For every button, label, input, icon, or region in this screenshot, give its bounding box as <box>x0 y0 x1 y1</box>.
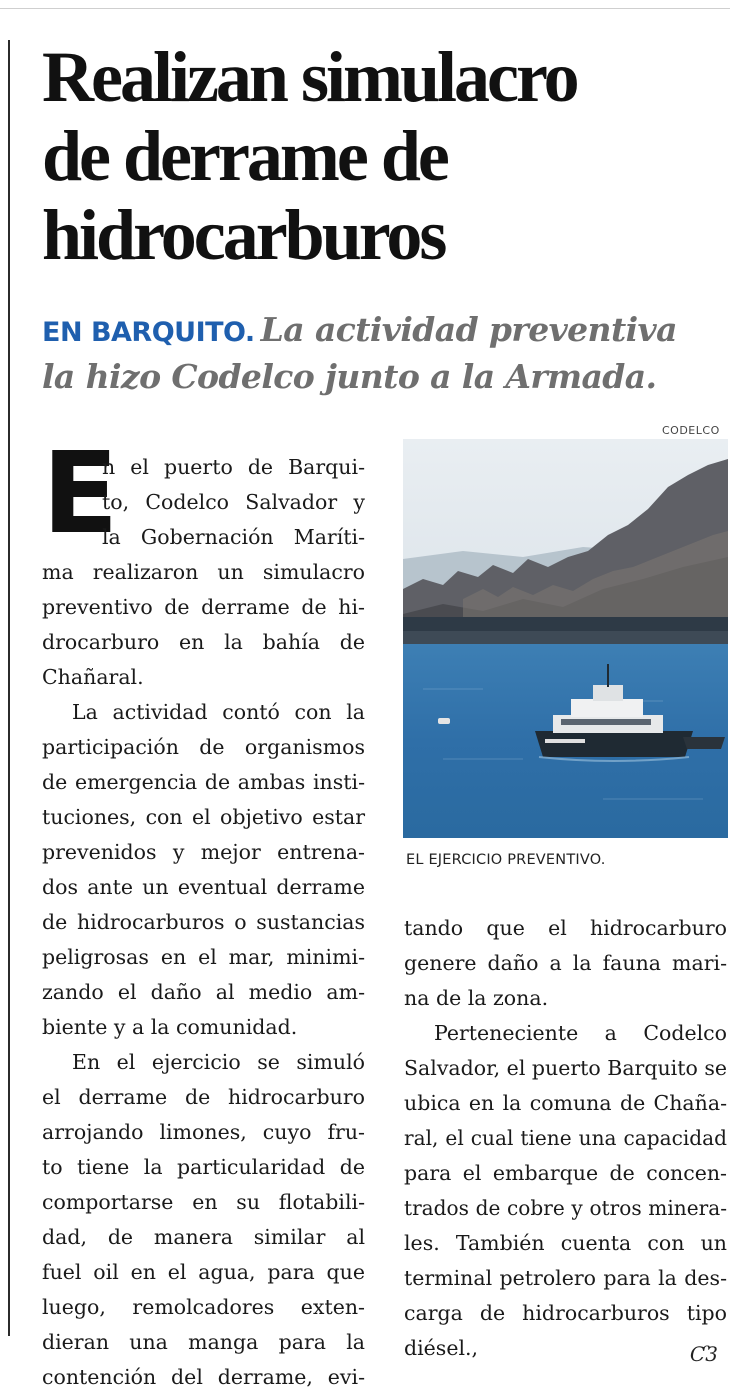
article-photo <box>403 439 728 838</box>
subhead-text: La actividad preventiva <box>260 310 677 349</box>
text-line: tuciones, con el objetivo estar <box>42 805 365 829</box>
headline-line: Realizan simulacro <box>42 37 577 117</box>
text-line: preventivo de derrame de hi- <box>42 595 365 619</box>
subhead-line: la hizo Codelco junto a la Armada. <box>42 357 657 396</box>
headline-line: de derrame de <box>42 116 447 196</box>
text-line: Salvador, el puerto Barquito se <box>404 1056 727 1080</box>
subhead-line <box>42 308 742 355</box>
text-line: de hidrocarburos o sustancias <box>42 910 365 934</box>
headline <box>42 38 732 275</box>
text-line: Chañaral. <box>42 665 144 689</box>
photo-credit: CODELCO <box>662 424 720 437</box>
text-line: peligrosas en el mar, minimi- <box>42 945 365 969</box>
subheadline <box>42 308 742 399</box>
text-line: el derrame de hidrocarburo <box>42 1085 365 1109</box>
text-line: fuel oil en el agua, para que <box>42 1260 365 1284</box>
text-line: ubica en la comuna de Chaña- <box>404 1091 727 1115</box>
text-line: arrojando limones, cuyo fru- <box>42 1120 365 1144</box>
text-line: participación de organismos <box>42 735 365 759</box>
left-column-rule <box>8 40 10 1336</box>
text-line: n el puerto de Barqui- <box>102 455 365 479</box>
text-line: luego, remolcadores exten- <box>42 1295 365 1319</box>
photo-caption: EL EJERCICIO PREVENTIVO. <box>406 852 606 868</box>
text-line: Perteneciente a Codelco <box>434 1021 727 1045</box>
top-rule <box>0 8 730 9</box>
text-line: ma realizaron un simulacro <box>42 560 365 584</box>
text-line: La actividad contó con la <box>72 700 365 724</box>
article-column-left <box>42 429 365 1395</box>
text-line: to, Codelco Salvador y <box>102 490 365 514</box>
headline-line: hidrocarburos <box>42 195 445 275</box>
text-line: diésel., <box>404 1336 479 1360</box>
text-line: ral, el cual tiene una capacidad <box>404 1126 727 1150</box>
text-line: na de la zona. <box>404 986 549 1010</box>
harbor-boat-illustration <box>403 439 728 838</box>
text-line: genere daño a la fauna mari- <box>404 951 727 975</box>
text-line: prevenidos y mejor entrena- <box>42 840 365 864</box>
text-line: comportarse en su flotabili- <box>42 1190 365 1214</box>
text-line: la Gobernación Maríti- <box>102 525 365 549</box>
text-line: terminal petrolero para la des- <box>404 1266 727 1290</box>
text-line: dieran una manga para la <box>42 1330 365 1354</box>
text-line: tando que el hidrocarburo <box>404 916 727 940</box>
text-line: drocarburo en la bahía de <box>42 630 365 654</box>
text-line: de emergencia de ambas insti- <box>42 770 365 794</box>
text-line: En el ejercicio se simuló <box>72 1050 365 1074</box>
kicker: EN BARQUITO. <box>42 317 255 348</box>
text-line: dad, de manera similar al <box>42 1225 365 1249</box>
text-line: dos ante un eventual derrame <box>42 875 365 899</box>
text-line: zando el daño al medio am- <box>42 980 365 1004</box>
text-line: para el embarque de concen- <box>404 1161 727 1185</box>
drop-cap: E <box>42 429 119 559</box>
text-line: carga de hidrocarburos tipo <box>404 1301 727 1325</box>
article-column-right <box>404 911 727 1366</box>
text-line: trados de cobre y otros minera- <box>404 1196 727 1220</box>
text-line: to tiene la particularidad de <box>42 1155 365 1179</box>
text-line: biente y a la comunidad. <box>42 1015 298 1039</box>
end-mark: Ƈ3 <box>690 1342 719 1366</box>
text-line: contención del derrame, evi- <box>42 1365 365 1389</box>
text-line: les. También cuenta con un <box>404 1231 727 1255</box>
